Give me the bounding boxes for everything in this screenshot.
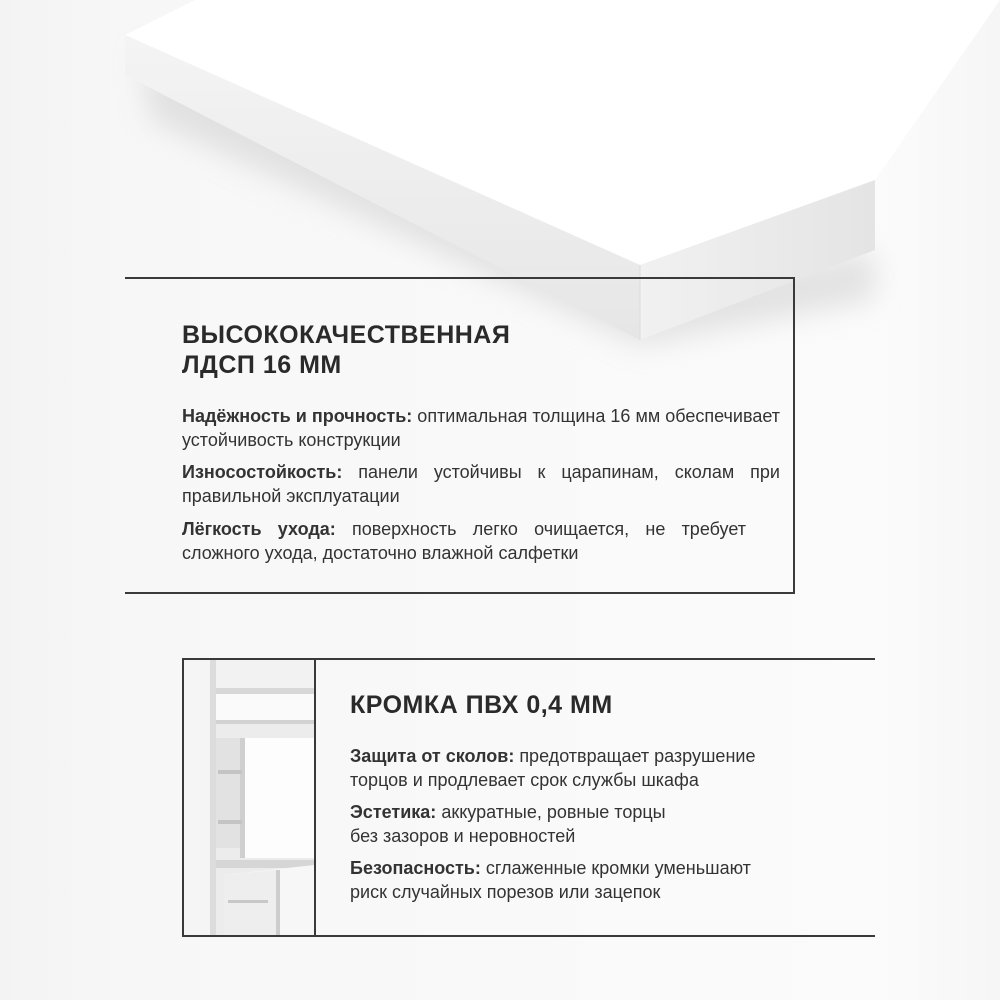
panel1-bottom-border <box>125 592 795 594</box>
feature-text: аккуратные, ровные торцы <box>436 802 666 822</box>
feature-text: сглаженные кромки уменьшают <box>480 858 751 878</box>
feature-label: Защита от сколов: <box>350 746 515 766</box>
feature-label: Износостойкость: <box>182 462 343 482</box>
feature-label: Безопасность: <box>350 858 481 878</box>
panel2-divider <box>314 658 316 937</box>
feature-text: поверхность легко очищается, не требует сложного ухода, достаточно влажной салфетки <box>182 519 746 563</box>
feature-text: оптимальная толщина 16 мм обеспечивает устойчивость конструкции <box>182 406 780 450</box>
feature-label: Эстетика: <box>350 802 437 822</box>
feature-label: Надёжность и прочность: <box>182 406 413 426</box>
section1-title-line1: ВЫСОКОКАЧЕСТВЕННАЯ <box>182 321 511 349</box>
feature-text-line2: торцов и продлевает срок службы шкафа <box>350 770 699 790</box>
feature-wear-resistance <box>182 460 780 508</box>
feature-text: панели устойчивы к царапинам, сколам при правильной эксплуатации <box>182 462 780 506</box>
feature-chip-protection <box>350 744 850 792</box>
feature-text-line2: без зазоров и неровностей <box>350 826 576 846</box>
feature-text: предотвращает разрушение <box>514 746 756 766</box>
feature-easy-care <box>182 517 746 565</box>
feature-safety <box>350 856 850 904</box>
feature-label: Лёгкость ухода: <box>182 519 336 539</box>
feature-reliability <box>182 404 780 452</box>
section1-title <box>182 320 742 380</box>
panel2-bottom-border <box>182 935 875 937</box>
section2-title: КРОМКА ПВХ 0,4 ММ <box>350 691 613 719</box>
panel1-right-border <box>793 277 795 594</box>
feature-aesthetics <box>350 800 850 848</box>
cabinet-drawers-image <box>184 660 314 935</box>
feature-text-line2: риск случайных порезов или зацепок <box>350 882 661 902</box>
section1-title-line2: ЛДСП 16 ММ <box>182 351 342 379</box>
panel1-top-border <box>125 277 795 279</box>
